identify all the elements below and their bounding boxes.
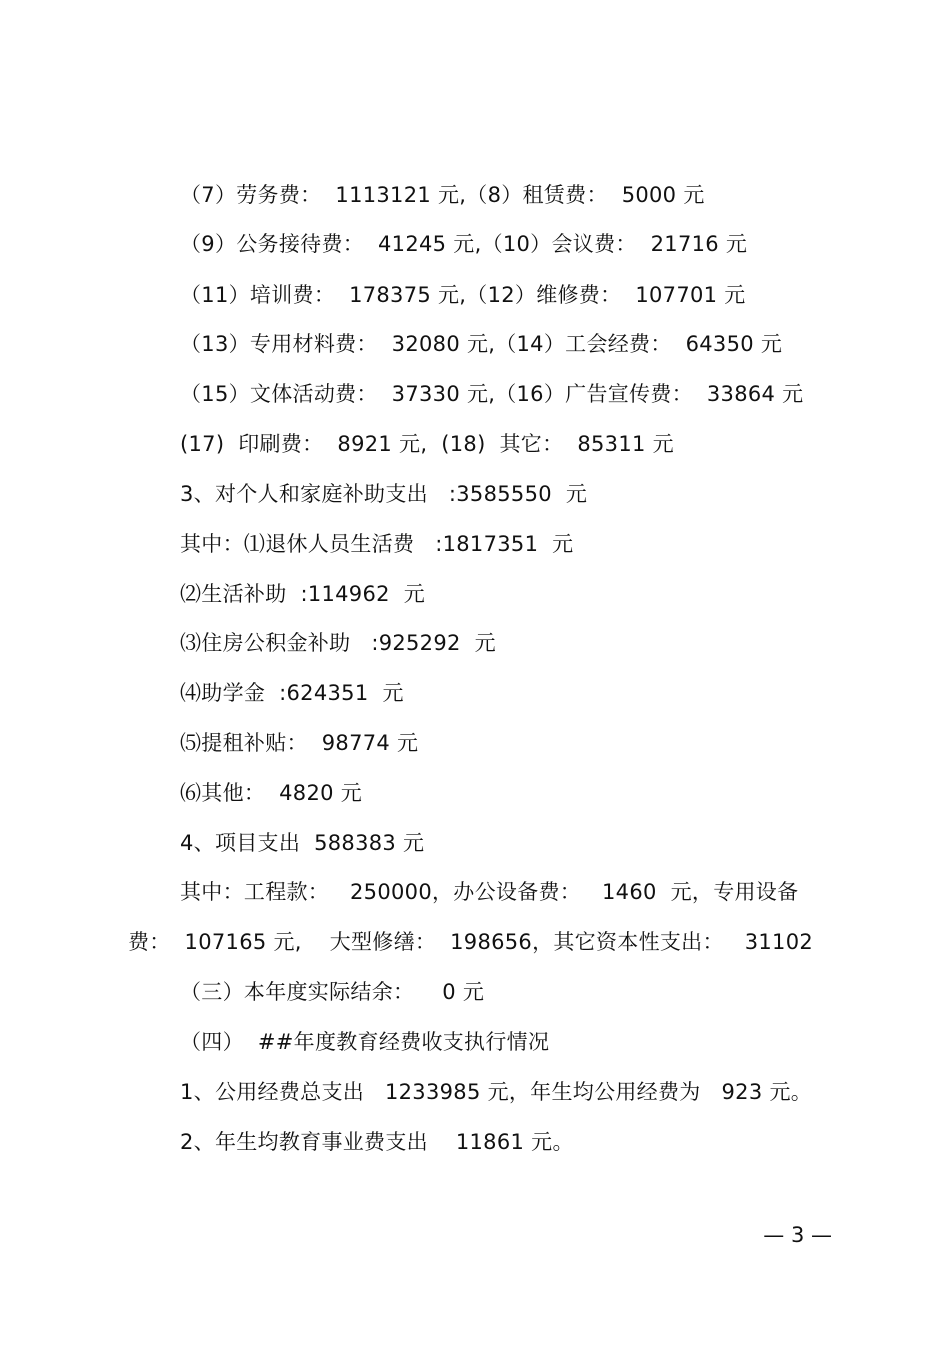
text-line-housing-fund: ⑶住房公积金补助 :925292 元 xyxy=(180,631,496,655)
text-line-reception-fee: （9）公务接待费： 41245 元,（10）会议费： 21716 元 xyxy=(180,232,748,256)
section-heading-balance: （三）本年度实际结余： 0 元 xyxy=(180,980,485,1004)
text-line-labor-fee: （7）劳务费： 1113121 元,（8）租赁费： 5000 元 xyxy=(180,183,705,207)
page-number: — 3 — xyxy=(763,1223,832,1247)
section-heading-education: （四） ##年度教育经费收支执行情况 xyxy=(180,1030,550,1054)
text-line-project-expense: 4、项目支出 588383 元 xyxy=(180,831,425,855)
text-line-per-student: 2、年生均教育事业费支出 11861 元。 xyxy=(180,1130,574,1154)
text-line-retiree-living: 其中：⑴退休人员生活费 :1817351 元 xyxy=(180,532,574,556)
text-line-living-subsidy: ⑵生活补助 :114962 元 xyxy=(180,582,426,606)
text-line-printing-fee: (17) 印刷费： 8921 元, (18) 其它： 85311 元 xyxy=(180,432,674,456)
text-line-public-expense: 1、公用经费总支出 1233985 元，年生均公用经费为 923 元。 xyxy=(180,1080,813,1104)
text-line-project-detail: 其中：工程款： 250000，办公设备费： 1460 元，专用设备 xyxy=(180,880,799,904)
text-line-rent-subsidy: ⑸提租补贴： 98774 元 xyxy=(180,731,419,755)
text-line-project-detail-cont: 费： 107165 元, 大型修缮： 198656，其它资本性支出： 31102 xyxy=(128,930,814,954)
text-line-scholarship: ⑷助学金 :624351 元 xyxy=(180,681,404,705)
text-line-personal-subsidy: 3、对个人和家庭补助支出 :3585550 元 xyxy=(180,482,588,506)
text-line-training-fee: （11）培训费： 178375 元,（12）维修费： 107701 元 xyxy=(180,283,746,307)
text-line-activity-fee: （15）文体活动费： 37330 元,（16）广告宣传费： 33864 元 xyxy=(180,382,804,406)
text-line-other: ⑹其他： 4820 元 xyxy=(180,781,363,805)
text-line-material-fee: （13）专用材料费： 32080 元,（14）工会经费： 64350 元 xyxy=(180,332,783,356)
